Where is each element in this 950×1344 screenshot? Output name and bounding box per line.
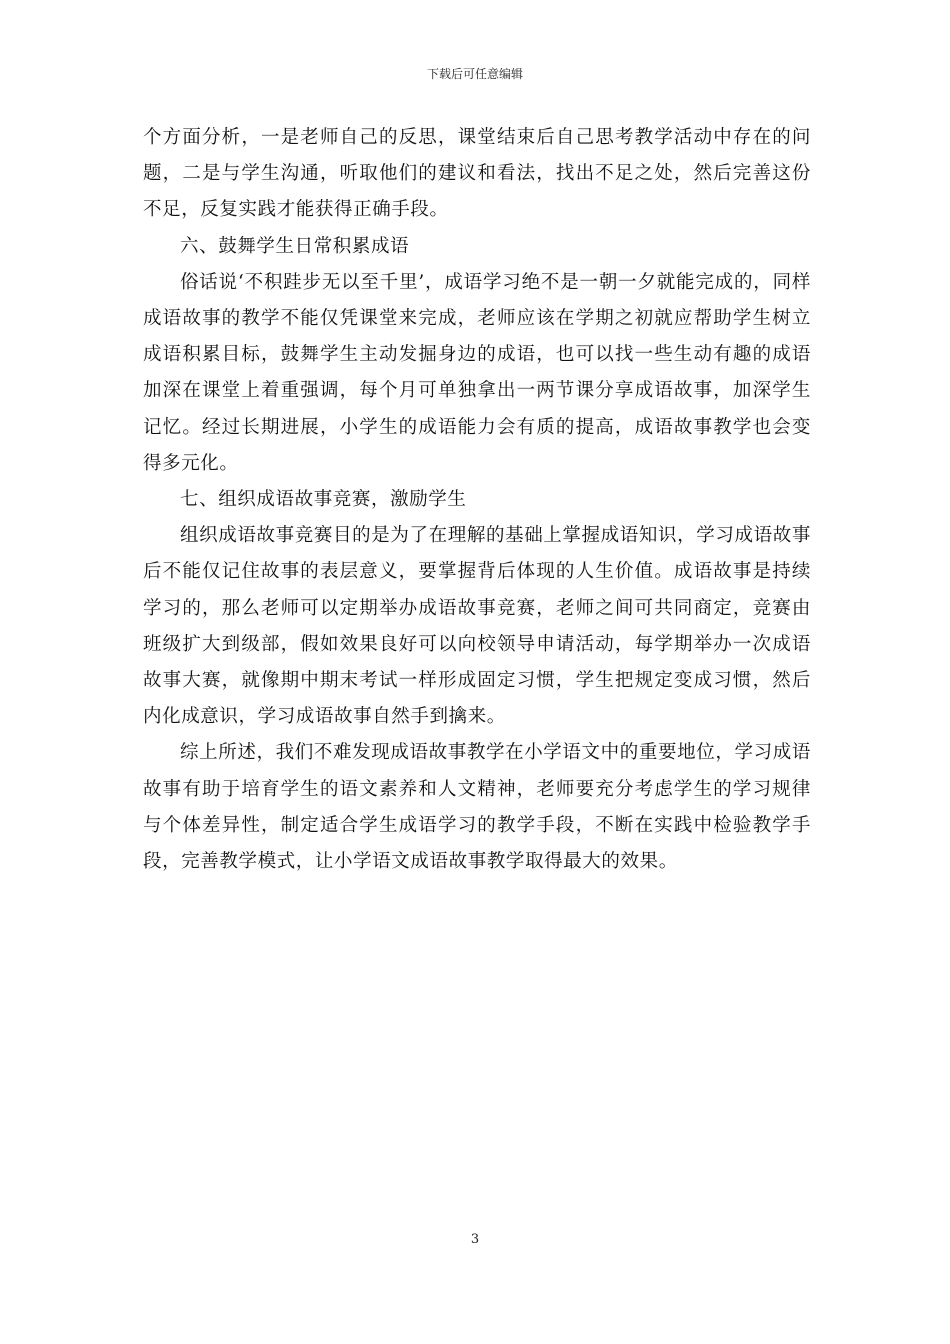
paragraph-competition: 组织成语故事竞赛目的是为了在理解的基础上掌握成语知识，学习成语故事后不能仅记住故事的表层意义，要掌握背后体现的人生价值。成语故事是持续学习的，那么老师可以定期举办成语故事竞赛，老师之间可共同商定，竞赛由班级扩大到级部，假如效果良好可以向校领导申请活动，每学期举办一次成语故事大赛，就像期中期末考试一样形成固定习惯，学生把规定变成习惯，然后内化成意识，学习成语故事自然手到擒来。 xyxy=(143,525,811,728)
paragraph-conclusion: 综上所述，我们不难发现成语故事教学在小学语文中的重要地位，学习成语故事有助于培育学生的语文素养和人文精神，老师要充分考虑学生的学习规律与个体差异性，制定适合学生成语学习的教学手段，不断在实践中检验教学手段，完善教学模式，让小学语文成语故事教学取得最大的效果。 xyxy=(143,742,811,873)
paragraph-accumulate-idioms: 俗话说‘不积跬步无以至千里’，成语学习绝不是一朝一夕就能完成的，同样成语故事的教学不能仅凭课堂来完成，老师应该在学期之初就应帮助学生树立成语积累目标，鼓舞学生主动发掘身边的成语，也可以找一些生动有趣的成语加深在课堂上着重强调，每个月可单独拿出一两节课分享成语故事，加深学生记忆。经过长期进展，小学生的成语能力会有质的提高，成语故事教学也会变得多元化。 xyxy=(143,271,811,474)
paragraph-continuation: 个方面分析，一是老师自己的反思，课堂结束后自己思考教学活动中存在的问题，二是与学生沟通，听取他们的建议和看法，找出不足之处，然后完善这份不足，反复实践才能获得正确手段。 xyxy=(143,127,811,221)
section-heading-six: 六、鼓舞学生日常积累成语 xyxy=(180,235,410,257)
section-heading-seven: 七、组织成语故事竞赛，激励学生 xyxy=(180,489,467,511)
document-body xyxy=(143,120,811,880)
page-number: 3 xyxy=(470,1232,480,1247)
page-header: 下载后可任意编辑 xyxy=(426,67,523,81)
